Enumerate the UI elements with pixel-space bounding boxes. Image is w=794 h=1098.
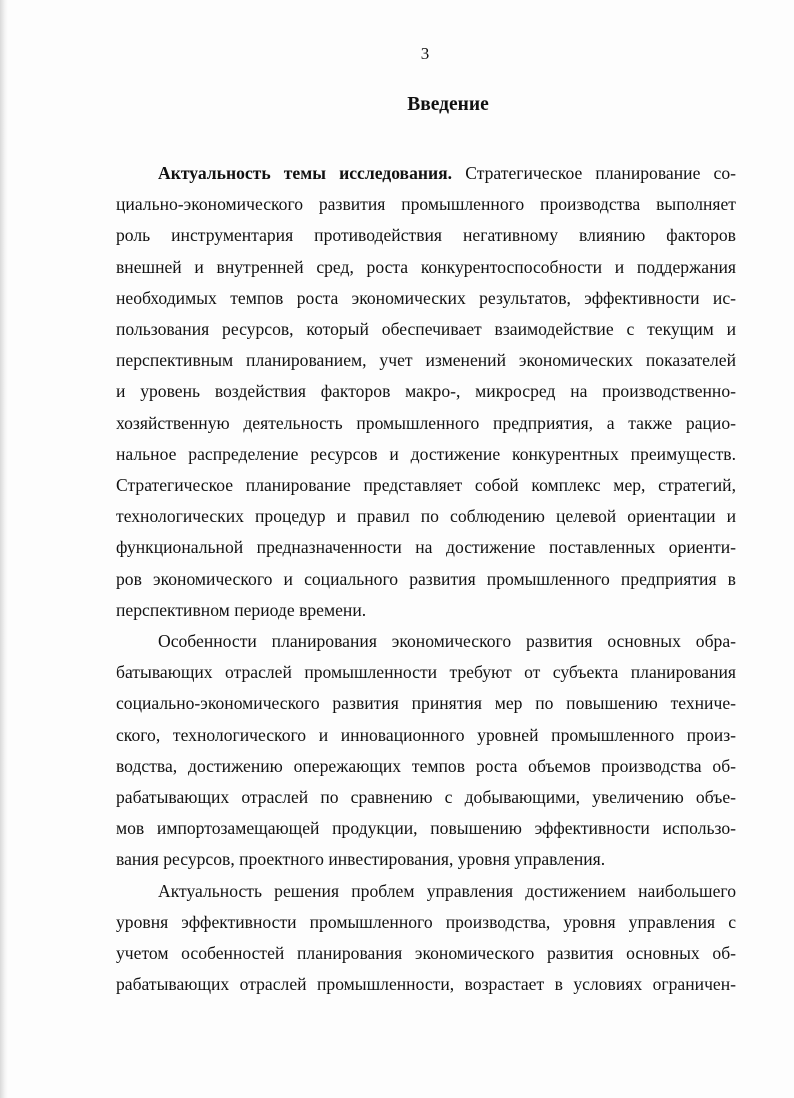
section-heading: Введение [407, 94, 489, 115]
paragraph-line: ского, технологического и инновационного уровней промышленного произ- [116, 724, 736, 745]
paragraph-2 [116, 626, 736, 876]
paragraph-line: Актуальность решения проблем управления достижением наибольшего [158, 880, 736, 901]
paragraph-line: технологических процедур и правил по соблюдению целевой ориентации и [116, 506, 736, 527]
paragraph-line: рабатывающих отраслей промышленности, возрастает в условиях ограничен- [116, 974, 736, 995]
paragraph-line: ров экономического и социального развития промышленного предприятия в [116, 568, 736, 589]
paragraph-line: социально-экономического развития принятия мер по повышению техниче- [116, 693, 736, 714]
paragraph-line: вания ресурсов, проектного инвестирования, уровня управления. [116, 849, 606, 870]
paragraph-line: роль инструментария противодействия негативному влиянию факторов [116, 225, 736, 246]
paragraph-line: перспективном периоде времени. [116, 599, 367, 620]
paragraph-line: необходимых темпов роста экономических результатов, эффективности ис- [116, 287, 736, 308]
paragraph-line: пользования ресурсов, который обеспечивает взаимодействие с текущим и [116, 319, 736, 340]
body-text [116, 158, 736, 1000]
page-number: 3 [420, 44, 430, 63]
paragraph-line: перспективным планированием, учет изменений экономических показателей [116, 350, 736, 371]
paragraph-line: хозяйственную деятельность промышленного предприятия, а также рацио- [116, 412, 736, 433]
paragraph-line: батывающих отраслей промышленности требуют от субъекта планирования [116, 662, 736, 683]
paragraph-line: учетом особенностей планирования экономического развития основных об- [116, 943, 736, 964]
paragraph-line: и уровень воздействия факторов макро-, микросред на производственно- [116, 381, 736, 402]
paragraph-1 [116, 158, 736, 626]
scan-edge-shadow [0, 0, 8, 1098]
paragraph-line: мов импортозамещающей продукции, повышению эффективности использо- [116, 818, 736, 839]
paragraph-line: циально-экономического развития промышленного производства выполняет [116, 194, 736, 215]
paragraph-line: Особенности планирования экономического развития основных обра- [158, 631, 736, 652]
paragraph-line [116, 158, 736, 189]
paragraph-line: внешней и внутренней сред, роста конкурентоспособности и поддержания [116, 256, 736, 277]
paragraph-line: Стратегическое планирование представляет собой комплекс мер, стратегий, [116, 475, 736, 496]
line-text: Стратегическое планирование со- [452, 163, 736, 183]
paragraph-line: водства, достижению опережающих темпов роста объемов производства об- [116, 755, 736, 776]
paragraph-line: нальное распределение ресурсов и достижение конкурентных преимуществ. [116, 443, 736, 464]
paragraph-line: рабатывающих отраслей по сравнению с добывающими, увеличению объе- [116, 787, 736, 808]
paragraph-lead: Актуальность темы исследования. [158, 163, 453, 183]
paragraph-line: функциональной предназначенности на достижение поставленных ориенти- [116, 537, 736, 558]
paragraph-line: уровня эффективности промышленного производства, уровня управления с [116, 911, 736, 932]
paragraph-3 [116, 876, 736, 1001]
